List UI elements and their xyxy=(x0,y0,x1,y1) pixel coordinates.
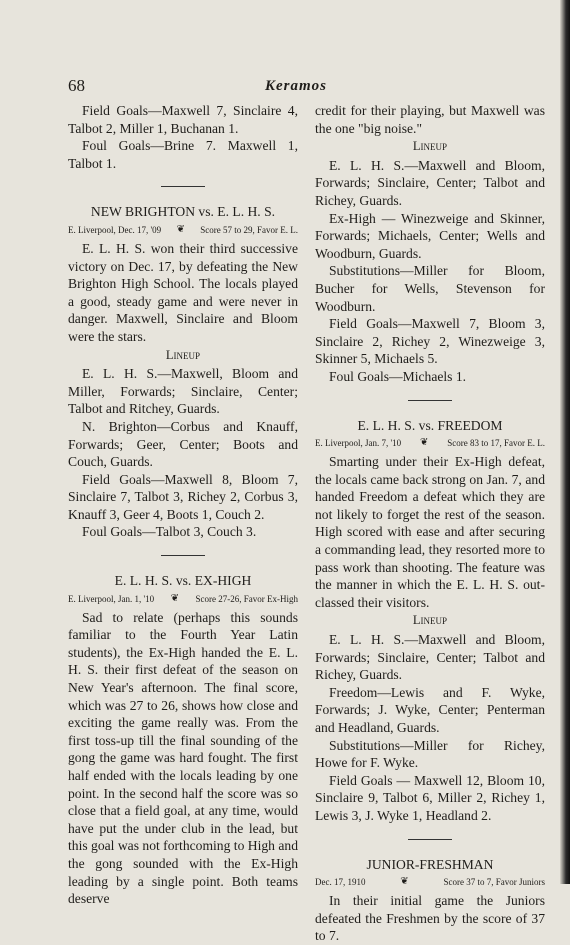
game-info-freedom xyxy=(315,437,545,449)
game-place-date: E. Liverpool, Jan. 1, '10 xyxy=(68,593,155,604)
lineup-line: E. L. H. S.—Maxwell and Bloom, Forwards; Sinclaire, Center; Talbot and Richey, Guards. xyxy=(315,157,545,208)
lineup-heading: Lineup xyxy=(412,613,448,628)
section-title-junior-freshman: JUNIOR-FRESHMAN xyxy=(366,856,494,872)
game-place-date: Dec. 17, 1910 xyxy=(315,877,366,888)
game-report: E. L. H. S. won their third successive victory on Dec. 17, by defeating the New Brighton High School. The locals played a good, steady game and were never in danger. Maxwell, Sinclaire and Bloom were the stars. xyxy=(68,240,298,344)
right-column xyxy=(315,102,545,945)
intro-foul-goals: Foul Goals—Brine 7. Maxwell 1, Talbot 1. xyxy=(68,138,298,171)
game-place-date: E. Liverpool, Jan. 7, '10 xyxy=(315,438,402,449)
running-head: Keramos xyxy=(265,78,328,94)
section-divider xyxy=(408,400,452,401)
game-score: Score 37 to 7, Favor Juniors xyxy=(443,877,545,888)
game-report: Smarting under their Ex-High defeat, the locals came back strong on Jan. 7, and handed Freedom a defeat which they are not likely to forget the rest of the season. High scored with ease and after securing a commanding lead, they resorted more to pass work than shooting. The feature was the manner in which the E. L. H. S. out-classed their visitors. xyxy=(315,454,545,610)
game-score: Score 27-26, Favor Ex-High xyxy=(195,593,298,604)
game-score: Score 83 to 17, Favor E. L. xyxy=(447,438,545,449)
lineup-line: Ex-High — Winezweige and Skinner, Forwards; Michaels, Center; Wells and Woodburn, Guards. xyxy=(315,210,545,261)
lineup-line: Substitutions—Miller for Richey, Howe for F. Wyke. xyxy=(315,737,545,771)
ornament-icon: ❦ xyxy=(419,437,429,449)
game-info-new-brighton xyxy=(68,224,298,236)
lineup-line: Foul Goals—Michaels 1. xyxy=(329,368,467,384)
ornament-icon: ❦ xyxy=(400,876,409,888)
section-title-freedom: E. L. H. S. vs. FREEDOM xyxy=(357,417,503,433)
page-number: 68 xyxy=(68,76,85,95)
lineup-line: E. L. H. S.—Maxwell and Bloom, Forwards; Sinclaire, Center; Talbot and Richey, Guards. xyxy=(315,632,545,683)
game-report: Sad to relate (perhaps this sounds familiar to the Fourth Year Latin students), the Ex-High handed the E. L. H. S. their first defeat of the season on New Year's afternoon. The final score, which was 27 to 26, shows how close and exciting the game really was. From the first toss-up till the final sounding of the gong the game was hard fought. The first half ended with the locals leading by one point. In the second half the score was so close that a field goal, at any time, would have put the under club in the lead, but this goal was not forthcoming to High and the gong sounded with the Ex-High leading by a single point. Both teams deserve xyxy=(68,609,298,907)
lineup-heading: Lineup xyxy=(165,347,201,362)
lineup-line: Field Goals—Maxwell 7, Bloom 3, Sinclaire 2, Richey 2, Winezweige 3, Skinner 5, Michaels 5. xyxy=(315,316,545,367)
game-score: Score 57 to 29, Favor E. L. xyxy=(200,224,298,235)
lineup-line: N. Brighton—Corbus and Knauff, Forwards; Geer, Center; Boots and Couch, Guards. xyxy=(68,418,298,470)
ornament-icon: ❦ xyxy=(176,223,185,235)
game-info-junior-freshman xyxy=(315,876,545,888)
game-report: In their initial game the Juniors defeated the Freshmen by the score of 37 to 7. xyxy=(315,893,545,944)
lineup-heading: Lineup xyxy=(412,139,448,154)
lineup-line: Substitutions—Miller for Bloom, Bucher for Wells, Stevenson for Woodburn. xyxy=(315,263,545,314)
section-divider xyxy=(161,186,205,187)
lineup-line: Foul Goals—Talbot 3, Couch 3. xyxy=(82,524,257,540)
section-divider xyxy=(161,555,205,556)
lineup-line: Freedom—Lewis and F. Wyke, Forwards; J. Wyke, Center; Penterman and Headland, Guards. xyxy=(315,684,545,735)
lineup-line: Field Goals—Maxwell 8, Bloom 7, Sinclaire 7, Talbot 3, Richey 2, Corbus 3, Knauff 3, Geer 4, Boots 1, Couch 2. xyxy=(68,471,298,522)
section-title-ex-high: E. L. H. S. vs. EX-HIGH xyxy=(114,573,252,589)
game-info-ex-high xyxy=(68,593,298,605)
continued-text: credit for their playing, but Maxwell was the one "big noise." xyxy=(315,103,545,136)
lineup-line: Field Goals — Maxwell 12, Bloom 10, Sinclaire 9, Talbot 6, Miller 2, Richey 1, Lewis 3, J. Wyke 1, Headland 2. xyxy=(315,772,545,823)
lineup-line: E. L. H. S.—Maxwell, Bloom and Miller, Forwards; Sinclaire, Center; Talbot and Ritchey, Guards. xyxy=(68,366,298,417)
ornament-icon: ❦ xyxy=(170,592,179,604)
page-edge-shadow xyxy=(560,0,570,884)
left-column xyxy=(68,102,298,908)
intro-field-goals: Field Goals—Maxwell 7, Sinclaire 4, Talbot 2, Miller 1, Buchanan 1. xyxy=(68,103,298,136)
section-divider xyxy=(408,839,452,840)
section-title-new-brighton: NEW BRIGHTON vs. E. L. H. S. xyxy=(90,204,276,220)
game-place-date: E. Liverpool, Dec. 17, '09 xyxy=(68,224,162,235)
